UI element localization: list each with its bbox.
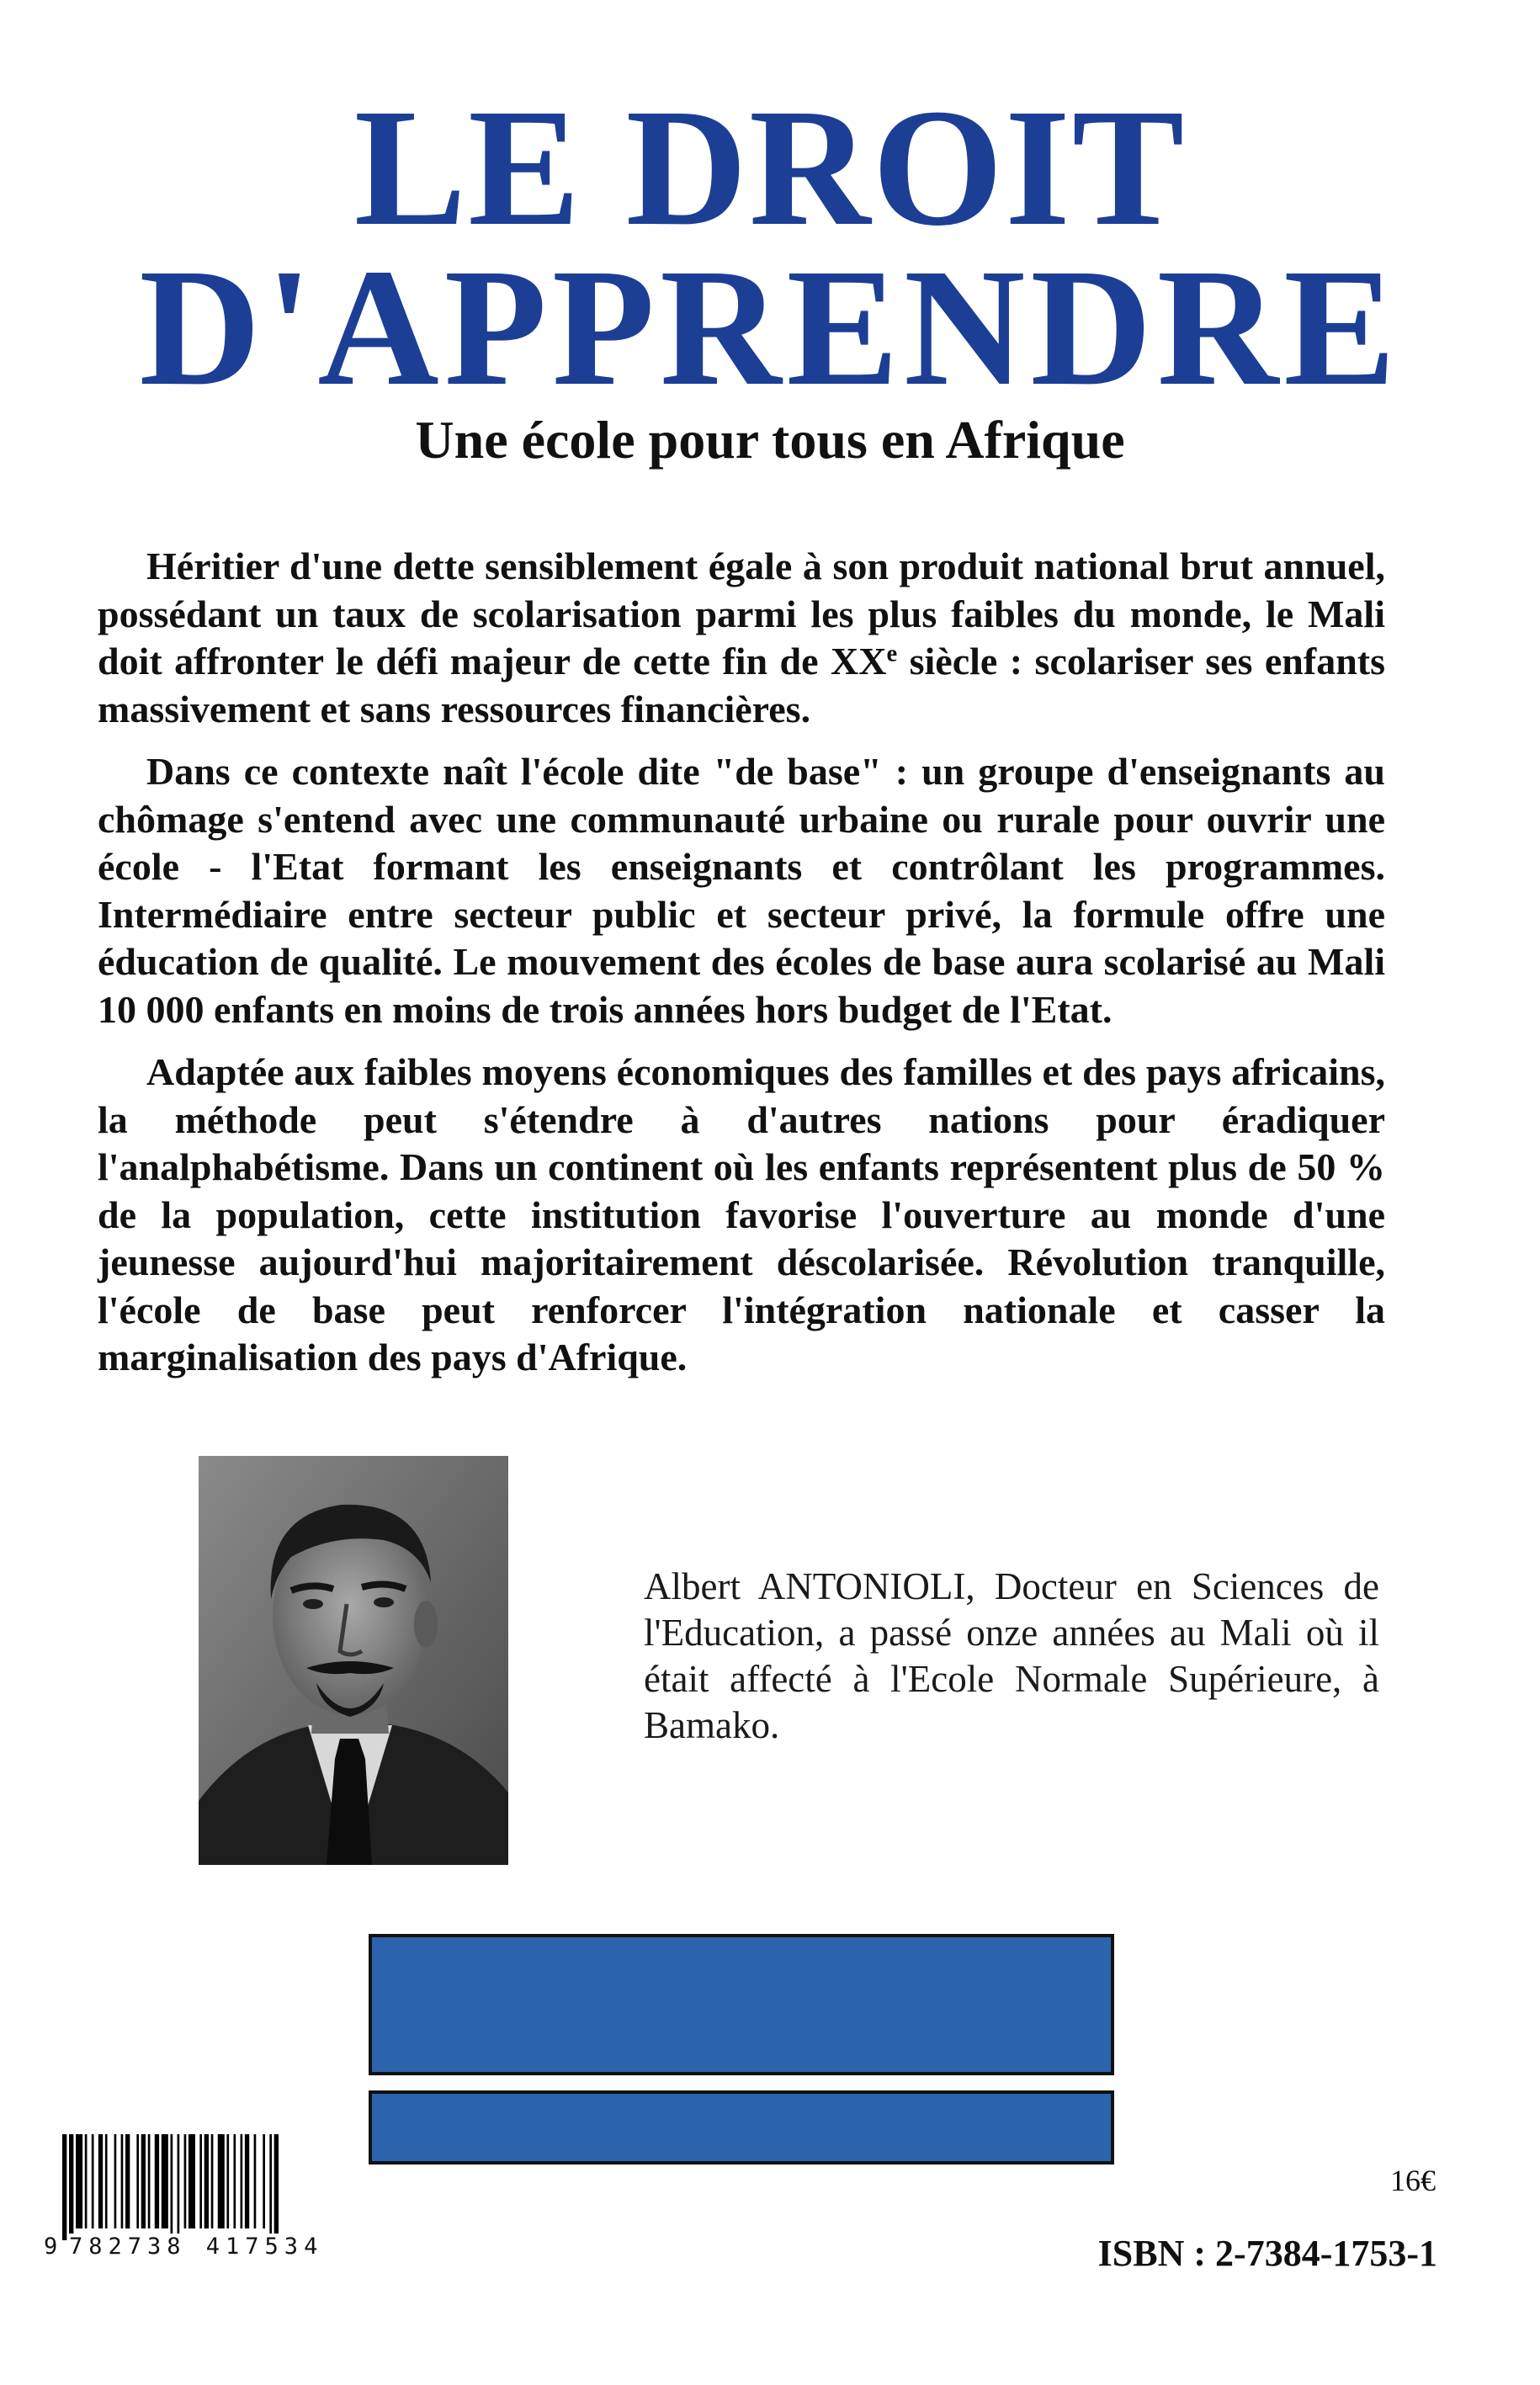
author-photo <box>199 1456 508 1865</box>
price: 16€ <box>1390 2164 1436 2197</box>
blurb-paragraph-1 <box>98 543 1385 733</box>
barcode-bar <box>199 2134 202 2228</box>
barcode-bar <box>155 2134 159 2228</box>
blurb-paragraph-3: Adaptée aux faibles moyens économiques des familles et des pays africains, la méthode peut s'étendre à d'autres nations pour éradiquer l'analphabétisme. Dans un continent où les enfants représentent plus de 50 % de la population, cette institution favorise l'ouverture au monde d'une jeunesse aujourd'hui majoritairement déscolarisée. Révolution tranquille, l'école de base peut renforcer l'intégration nationale et casser la marginalisation des pays d'Afrique. <box>98 1050 1385 1378</box>
barcode-digits: 782738 417534 <box>67 2234 343 2260</box>
blurb-p1-text-b: siècle : scolariser ses enfants massivement et sans ressources financières. <box>98 640 1386 730</box>
barcode-bar <box>141 2134 146 2228</box>
barcode-bar <box>184 2134 187 2228</box>
barcode-bar <box>136 2134 139 2228</box>
barcode <box>44 2134 348 2260</box>
barcode-bar <box>85 2134 88 2228</box>
barcode-bar <box>125 2134 130 2228</box>
barcode-bar <box>211 2134 214 2228</box>
barcode-bar <box>245 2134 249 2228</box>
title-line-2: D'APPRENDRE <box>139 235 1401 421</box>
publisher-band-top <box>369 1934 1114 2075</box>
author-portrait-illustration <box>199 1456 508 1865</box>
isbn: ISBN : 2-7384-1753-1 <box>1097 2233 1437 2274</box>
barcode-bar <box>269 2134 272 2240</box>
barcode-bar <box>114 2134 117 2228</box>
title-line-1: LE DROIT <box>353 75 1187 261</box>
barcode-bar <box>204 2134 209 2228</box>
barcode-bar <box>69 2134 73 2240</box>
barcode-lead-digit: 9 <box>44 2234 58 2260</box>
barcode-bar <box>162 2134 168 2228</box>
barcode-bar <box>241 2134 243 2228</box>
barcode-bar <box>105 2134 108 2228</box>
barcode-bar <box>62 2134 66 2240</box>
subtitle: Une école pour tous en Afrique <box>415 410 1125 470</box>
publisher-band-bottom <box>369 2090 1114 2165</box>
barcode-bar <box>178 2134 180 2240</box>
barcode-bar <box>76 2134 82 2228</box>
barcode-bar <box>92 2134 94 2228</box>
barcode-bar <box>171 2134 173 2240</box>
blurb-paragraph-2: Dans ce contexte naît l'école dite "de base" : un groupe d'enseignants au chômage s'entend avec une communauté urbaine ou rurale pour ouvrir une école - l'Etat formant les enseignants et contrôlant les programmes. Intermédiaire entre secteur public et secteur privé, la formule offre une éducation de qualité. Le mouvement des écoles de base aura scolarisé au Mali 10 000 enfants en moins de trois années hors budget de l'Etat. <box>98 750 1385 1031</box>
barcode-bar <box>98 2134 103 2228</box>
author-bio: Albert ANTONIOLI, Docteur en Sciences de l'Education, a passé onze années au Mali où il était affecté à l'Ecole Normale Supérieure, à Bamako. <box>644 1565 1379 1746</box>
back-cover-blurb <box>98 543 1385 1397</box>
barcode-bar <box>218 2134 225 2228</box>
barcode-bar <box>148 2134 151 2228</box>
century-superscript: e <box>886 640 898 667</box>
barcode-bar <box>226 2134 229 2228</box>
barcode-bar <box>189 2134 195 2228</box>
barcode-bar <box>121 2134 124 2228</box>
barcode-bar <box>233 2134 236 2228</box>
barcode-bar <box>274 2134 279 2240</box>
blurb-p1-text-a: Héritier d'une dette sensiblement égale à son produit national brut annuel, possédant un taux de scolarisation parmi les plus faibles du monde, le Mali doit affronter le défi majeur de cette fin de XX <box>98 544 1385 683</box>
barcode-bars <box>62 2134 342 2240</box>
barcode-bar <box>254 2134 257 2228</box>
barcode-bar <box>263 2134 265 2228</box>
